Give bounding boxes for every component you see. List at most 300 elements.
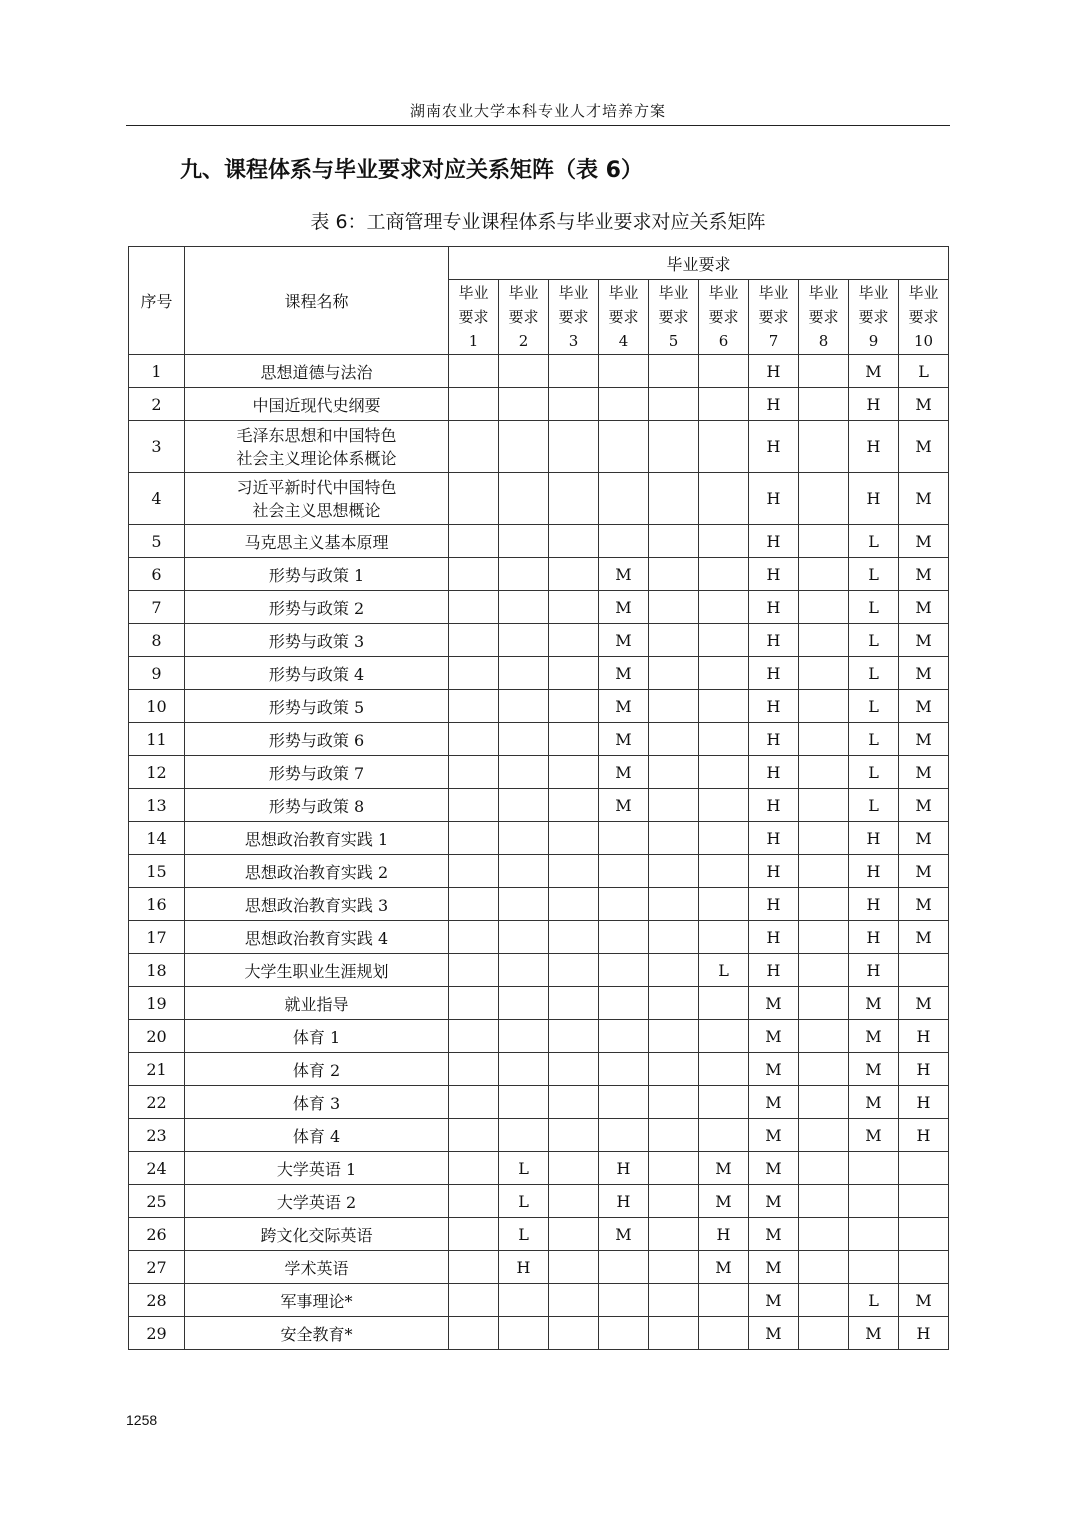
cell-requirement-9: L: [849, 657, 899, 690]
cell-requirement-5: [649, 1119, 699, 1152]
table-row: [129, 1020, 949, 1053]
cell-requirement-5: [649, 355, 699, 388]
cell-requirement-9: M: [849, 355, 899, 388]
cell-requirement-5: [649, 921, 699, 954]
cell-requirement-9: L: [849, 591, 899, 624]
cell-requirement-8: [799, 1152, 849, 1185]
header-graduation-requirements: 毕业要求: [449, 247, 949, 280]
cell-requirement-6: M: [699, 1152, 749, 1185]
cell-requirement-8: [799, 1317, 849, 1350]
cell-requirement-6: H: [699, 1218, 749, 1251]
cell-course-name: [185, 921, 449, 954]
page-number: 1258: [126, 1412, 158, 1428]
cell-requirement-1: [449, 1218, 499, 1251]
course-name-line: 跨文化交际英语: [260, 1225, 373, 1245]
cell-course-name: [185, 789, 449, 822]
course-name-line: 毛泽东思想和中国特色: [236, 425, 397, 445]
cell-requirement-3: [549, 954, 599, 987]
cell-requirement-8: [799, 473, 849, 525]
cell-index: 26: [129, 1218, 185, 1251]
cell-requirement-6: [699, 591, 749, 624]
cell-requirement-5: [649, 1152, 699, 1185]
cell-requirement-4: [599, 954, 649, 987]
cell-requirement-6: [699, 1317, 749, 1350]
cell-requirement-4: [599, 421, 649, 473]
cell-requirement-10: [899, 1251, 949, 1284]
cell-requirement-6: [699, 525, 749, 558]
cell-requirement-6: [699, 822, 749, 855]
cell-requirement-2: [499, 388, 549, 421]
cell-requirement-9: H: [849, 954, 899, 987]
cell-requirement-5: [649, 723, 699, 756]
cell-requirement-9: [849, 1218, 899, 1251]
cell-course-name: [185, 558, 449, 591]
course-name-line: 学术英语: [284, 1258, 349, 1278]
cell-requirement-1: [449, 888, 499, 921]
cell-requirement-7: H: [749, 355, 799, 388]
cell-requirement-2: [499, 421, 549, 473]
table-row: [129, 1119, 949, 1152]
cell-requirement-10: M: [899, 591, 949, 624]
cell-requirement-4: [599, 855, 649, 888]
cell-requirement-3: [549, 591, 599, 624]
cell-requirement-6: M: [699, 1185, 749, 1218]
cell-requirement-3: [549, 822, 599, 855]
cell-requirement-4: M: [599, 591, 649, 624]
table-row: [129, 987, 949, 1020]
cell-requirement-10: M: [899, 789, 949, 822]
cell-requirement-2: [499, 1086, 549, 1119]
cell-index: 25: [129, 1185, 185, 1218]
cell-requirement-3: [549, 525, 599, 558]
header-requirement-line: 毕业: [608, 284, 639, 302]
table-caption: 表 6：工商管理专业课程体系与毕业要求对应关系矩阵: [310, 211, 766, 233]
cell-requirement-10: M: [899, 388, 949, 421]
cell-requirement-1: [449, 756, 499, 789]
cell-requirement-7: H: [749, 723, 799, 756]
cell-requirement-3: [549, 690, 599, 723]
header-requirement-line: 要求: [758, 308, 789, 326]
cell-requirement-1: [449, 624, 499, 657]
cell-requirement-2: [499, 1284, 549, 1317]
cell-requirement-7: H: [749, 690, 799, 723]
cell-requirement-2: [499, 525, 549, 558]
cell-index: 24: [129, 1152, 185, 1185]
cell-requirement-5: [649, 987, 699, 1020]
table-row: [129, 473, 949, 525]
cell-requirement-9: [849, 1251, 899, 1284]
cell-requirement-4: H: [599, 1185, 649, 1218]
header-requirement-line: 要求: [558, 308, 589, 326]
header-requirement-line: 要求: [808, 308, 839, 326]
cell-requirement-4: [599, 987, 649, 1020]
table-row: [129, 855, 949, 888]
cell-requirement-9: H: [849, 473, 899, 525]
cell-requirement-8: [799, 525, 849, 558]
cell-requirement-7: H: [749, 525, 799, 558]
table-row: [129, 1053, 949, 1086]
cell-requirement-9: L: [849, 525, 899, 558]
cell-requirement-10: M: [899, 690, 949, 723]
header-requirement-10: [899, 280, 949, 355]
cell-requirement-2: [499, 921, 549, 954]
cell-requirement-3: [549, 723, 599, 756]
table-row: [129, 690, 949, 723]
cell-requirement-9: M: [849, 1020, 899, 1053]
cell-requirement-4: M: [599, 657, 649, 690]
header-requirement-line: 毕业: [858, 284, 889, 302]
cell-requirement-8: [799, 822, 849, 855]
cell-requirement-10: H: [899, 1053, 949, 1086]
table-row: [129, 1152, 949, 1185]
cell-requirement-5: [649, 954, 699, 987]
cell-index: 21: [129, 1053, 185, 1086]
cell-requirement-5: [649, 855, 699, 888]
header-course-name: 课程名称: [185, 247, 449, 355]
table-row: [129, 822, 949, 855]
cell-requirement-4: [599, 822, 649, 855]
course-name-line: 马克思主义基本原理: [244, 532, 389, 552]
cell-requirement-9: M: [849, 987, 899, 1020]
cell-requirement-6: [699, 1284, 749, 1317]
header-requirement-line: 4: [618, 332, 629, 350]
cell-requirement-8: [799, 1086, 849, 1119]
cell-index: 15: [129, 855, 185, 888]
cell-requirement-10: H: [899, 1119, 949, 1152]
cell-requirement-8: [799, 888, 849, 921]
cell-requirement-9: H: [849, 421, 899, 473]
cell-requirement-4: [599, 888, 649, 921]
table-row: [129, 355, 949, 388]
header-index: 序号: [129, 247, 185, 355]
cell-requirement-10: H: [899, 1020, 949, 1053]
cell-requirement-2: [499, 1020, 549, 1053]
cell-requirement-8: [799, 789, 849, 822]
cell-index: 1: [129, 355, 185, 388]
cell-requirement-1: [449, 355, 499, 388]
cell-requirement-7: M: [749, 1086, 799, 1119]
cell-requirement-9: L: [849, 789, 899, 822]
cell-requirement-5: [649, 421, 699, 473]
cell-index: 14: [129, 822, 185, 855]
header-requirement-line: 10: [913, 332, 934, 350]
course-name-line: 中国近现代史纲要: [252, 395, 381, 415]
header-requirement-8: [799, 280, 849, 355]
cell-requirement-8: [799, 421, 849, 473]
cell-requirement-2: [499, 1119, 549, 1152]
cell-course-name: [185, 1020, 449, 1053]
cell-requirement-2: [499, 987, 549, 1020]
table-row: [129, 421, 949, 473]
cell-requirement-4: [599, 1251, 649, 1284]
cell-requirement-8: [799, 921, 849, 954]
table-row: [129, 388, 949, 421]
cell-course-name: [185, 591, 449, 624]
cell-requirement-10: M: [899, 657, 949, 690]
course-name-line: 形势与政策 3: [268, 631, 365, 651]
cell-requirement-6: [699, 1020, 749, 1053]
cell-requirement-2: [499, 888, 549, 921]
cell-requirement-10: [899, 1218, 949, 1251]
cell-requirement-6: [699, 921, 749, 954]
cell-requirement-1: [449, 987, 499, 1020]
cell-requirement-1: [449, 1053, 499, 1086]
cell-requirement-9: M: [849, 1053, 899, 1086]
course-name-line: 体育 2: [292, 1060, 341, 1080]
course-name-line: 体育 1: [292, 1027, 341, 1047]
header-requirement-1: [449, 280, 499, 355]
cell-requirement-3: [549, 473, 599, 525]
course-name-line: 军事理论*: [280, 1291, 353, 1311]
cell-requirement-5: [649, 624, 699, 657]
cell-requirement-2: [499, 723, 549, 756]
cell-index: 28: [129, 1284, 185, 1317]
cell-requirement-10: M: [899, 421, 949, 473]
cell-requirement-8: [799, 690, 849, 723]
header-requirement-line: 要求: [908, 308, 939, 326]
table-row: [129, 657, 949, 690]
cell-requirement-6: [699, 987, 749, 1020]
cell-index: 9: [129, 657, 185, 690]
cell-course-name: [185, 421, 449, 473]
cell-requirement-8: [799, 624, 849, 657]
cell-requirement-6: [699, 855, 749, 888]
cell-index: 20: [129, 1020, 185, 1053]
table-row: [129, 624, 949, 657]
cell-requirement-10: H: [899, 1317, 949, 1350]
cell-course-name: [185, 1317, 449, 1350]
cell-requirement-7: M: [749, 1053, 799, 1086]
cell-requirement-6: [699, 1119, 749, 1152]
cell-index: 7: [129, 591, 185, 624]
cell-requirement-8: [799, 558, 849, 591]
cell-requirement-9: M: [849, 1317, 899, 1350]
cell-requirement-4: M: [599, 789, 649, 822]
table-row: [129, 1086, 949, 1119]
cell-requirement-7: M: [749, 987, 799, 1020]
header-requirement-line: 要求: [708, 308, 739, 326]
cell-requirement-1: [449, 525, 499, 558]
cell-requirement-6: [699, 1053, 749, 1086]
header-requirement-line: 毕业: [508, 284, 539, 302]
cell-requirement-3: [549, 1317, 599, 1350]
cell-requirement-7: H: [749, 855, 799, 888]
course-name-line: 形势与政策 8: [268, 796, 365, 816]
header-requirement-line: 毕业: [808, 284, 839, 302]
cell-requirement-3: [549, 1218, 599, 1251]
cell-course-name: [185, 624, 449, 657]
cell-requirement-3: [549, 1284, 599, 1317]
cell-requirement-7: M: [749, 1020, 799, 1053]
cell-requirement-3: [549, 855, 599, 888]
cell-course-name: [185, 388, 449, 421]
cell-requirement-8: [799, 723, 849, 756]
cell-requirement-2: [499, 1053, 549, 1086]
cell-requirement-5: [649, 388, 699, 421]
cell-requirement-3: [549, 421, 599, 473]
cell-requirement-9: H: [849, 921, 899, 954]
table-body: [129, 355, 949, 1350]
cell-requirement-3: [549, 624, 599, 657]
cell-requirement-3: [549, 388, 599, 421]
cell-index: 3: [129, 421, 185, 473]
cell-requirement-2: [499, 473, 549, 525]
table-row: [129, 1317, 949, 1350]
course-name-line: 思想政治教育实践 1: [244, 829, 389, 849]
cell-requirement-9: [849, 1152, 899, 1185]
cell-index: 12: [129, 756, 185, 789]
header-requirement-7: [749, 280, 799, 355]
cell-requirement-5: [649, 1185, 699, 1218]
cell-course-name: [185, 756, 449, 789]
cell-course-name: [185, 690, 449, 723]
table-row: [129, 888, 949, 921]
cell-requirement-4: [599, 1284, 649, 1317]
cell-requirement-3: [549, 1185, 599, 1218]
cell-requirement-10: H: [899, 1086, 949, 1119]
cell-requirement-8: [799, 1119, 849, 1152]
cell-requirement-3: [549, 657, 599, 690]
cell-requirement-5: [649, 591, 699, 624]
cell-index: 13: [129, 789, 185, 822]
cell-requirement-2: [499, 1317, 549, 1350]
cell-requirement-5: [649, 888, 699, 921]
cell-requirement-10: M: [899, 624, 949, 657]
cell-requirement-9: H: [849, 822, 899, 855]
cell-requirement-2: [499, 855, 549, 888]
cell-index: 27: [129, 1251, 185, 1284]
cell-course-name: [185, 355, 449, 388]
course-name-line: 体育 3: [292, 1093, 341, 1113]
cell-requirement-1: [449, 723, 499, 756]
table-row: [129, 921, 949, 954]
cell-requirement-2: [499, 591, 549, 624]
cell-requirement-4: M: [599, 723, 649, 756]
table-row: [129, 756, 949, 789]
course-name-line: 思想政治教育实践 3: [244, 895, 389, 915]
header-requirement-2: [499, 280, 549, 355]
cell-requirement-8: [799, 591, 849, 624]
cell-requirement-7: H: [749, 591, 799, 624]
cell-requirement-4: M: [599, 756, 649, 789]
header-requirement-line: 3: [568, 332, 579, 350]
header-requirement-line: 毕业: [658, 284, 689, 302]
cell-requirement-4: [599, 355, 649, 388]
cell-index: 17: [129, 921, 185, 954]
table-row: [129, 525, 949, 558]
course-name-line: 形势与政策 2: [268, 598, 365, 618]
cell-course-name: [185, 1185, 449, 1218]
course-name-line: 社会主义理论体系概论: [236, 448, 397, 468]
cell-requirement-10: M: [899, 473, 949, 525]
cell-requirement-10: M: [899, 756, 949, 789]
course-name-line: 安全教育*: [280, 1324, 353, 1344]
cell-requirement-7: H: [749, 388, 799, 421]
cell-requirement-2: [499, 690, 549, 723]
cell-requirement-4: [599, 1053, 649, 1086]
course-name-line: 社会主义思想概论: [252, 500, 381, 520]
cell-requirement-9: L: [849, 756, 899, 789]
cell-requirement-7: H: [749, 921, 799, 954]
cell-index: 6: [129, 558, 185, 591]
cell-requirement-5: [649, 657, 699, 690]
header-requirement-6: [699, 280, 749, 355]
cell-requirement-9: M: [849, 1119, 899, 1152]
cell-index: 4: [129, 473, 185, 525]
cell-requirement-1: [449, 1317, 499, 1350]
cell-index: 19: [129, 987, 185, 1020]
header-requirement-line: 毕业: [458, 284, 489, 302]
cell-requirement-2: [499, 558, 549, 591]
cell-requirement-9: L: [849, 624, 899, 657]
cell-course-name: [185, 855, 449, 888]
cell-requirement-5: [649, 1020, 699, 1053]
cell-requirement-2: [499, 355, 549, 388]
header-requirement-5: [649, 280, 699, 355]
cell-requirement-4: [599, 1020, 649, 1053]
cell-index: 5: [129, 525, 185, 558]
cell-requirement-1: [449, 1185, 499, 1218]
cell-requirement-4: [599, 1317, 649, 1350]
cell-requirement-4: M: [599, 624, 649, 657]
cell-requirement-7: H: [749, 657, 799, 690]
cell-requirement-6: L: [699, 954, 749, 987]
header-requirement-line: 要求: [508, 308, 539, 326]
cell-requirement-10: [899, 954, 949, 987]
cell-requirement-9: L: [849, 690, 899, 723]
course-name-line: 思想政治教育实践 4: [244, 928, 389, 948]
cell-requirement-8: [799, 1284, 849, 1317]
cell-requirement-1: [449, 1152, 499, 1185]
cell-requirement-10: M: [899, 558, 949, 591]
cell-requirement-7: H: [749, 558, 799, 591]
course-name-line: 体育 4: [292, 1126, 341, 1146]
cell-requirement-7: H: [749, 421, 799, 473]
header-requirement-line: 1: [468, 332, 479, 350]
cell-requirement-1: [449, 1086, 499, 1119]
cell-requirement-1: [449, 558, 499, 591]
cell-requirement-8: [799, 954, 849, 987]
cell-requirement-8: [799, 355, 849, 388]
table-row: [129, 789, 949, 822]
cell-requirement-1: [449, 954, 499, 987]
cell-requirement-6: [699, 888, 749, 921]
course-name-line: 思想道德与法治: [260, 362, 373, 382]
cell-requirement-6: [699, 690, 749, 723]
cell-requirement-8: [799, 756, 849, 789]
course-name-line: 形势与政策 7: [268, 763, 365, 783]
requirements-matrix-table: [128, 246, 949, 1350]
cell-requirement-1: [449, 1020, 499, 1053]
cell-index: 29: [129, 1317, 185, 1350]
course-name-line: 大学英语 2: [276, 1192, 357, 1212]
cell-requirement-10: [899, 1152, 949, 1185]
cell-requirement-9: H: [849, 388, 899, 421]
cell-course-name: [185, 954, 449, 987]
cell-index: 11: [129, 723, 185, 756]
cell-index: 10: [129, 690, 185, 723]
cell-requirement-6: [699, 355, 749, 388]
cell-requirement-9: L: [849, 1284, 899, 1317]
cell-requirement-10: M: [899, 921, 949, 954]
cell-requirement-2: L: [499, 1218, 549, 1251]
cell-requirement-3: [549, 1053, 599, 1086]
cell-requirement-2: [499, 624, 549, 657]
cell-requirement-1: [449, 822, 499, 855]
course-name-line: 就业指导: [284, 994, 349, 1014]
header-requirement-9: [849, 280, 899, 355]
cell-requirement-3: [549, 1119, 599, 1152]
